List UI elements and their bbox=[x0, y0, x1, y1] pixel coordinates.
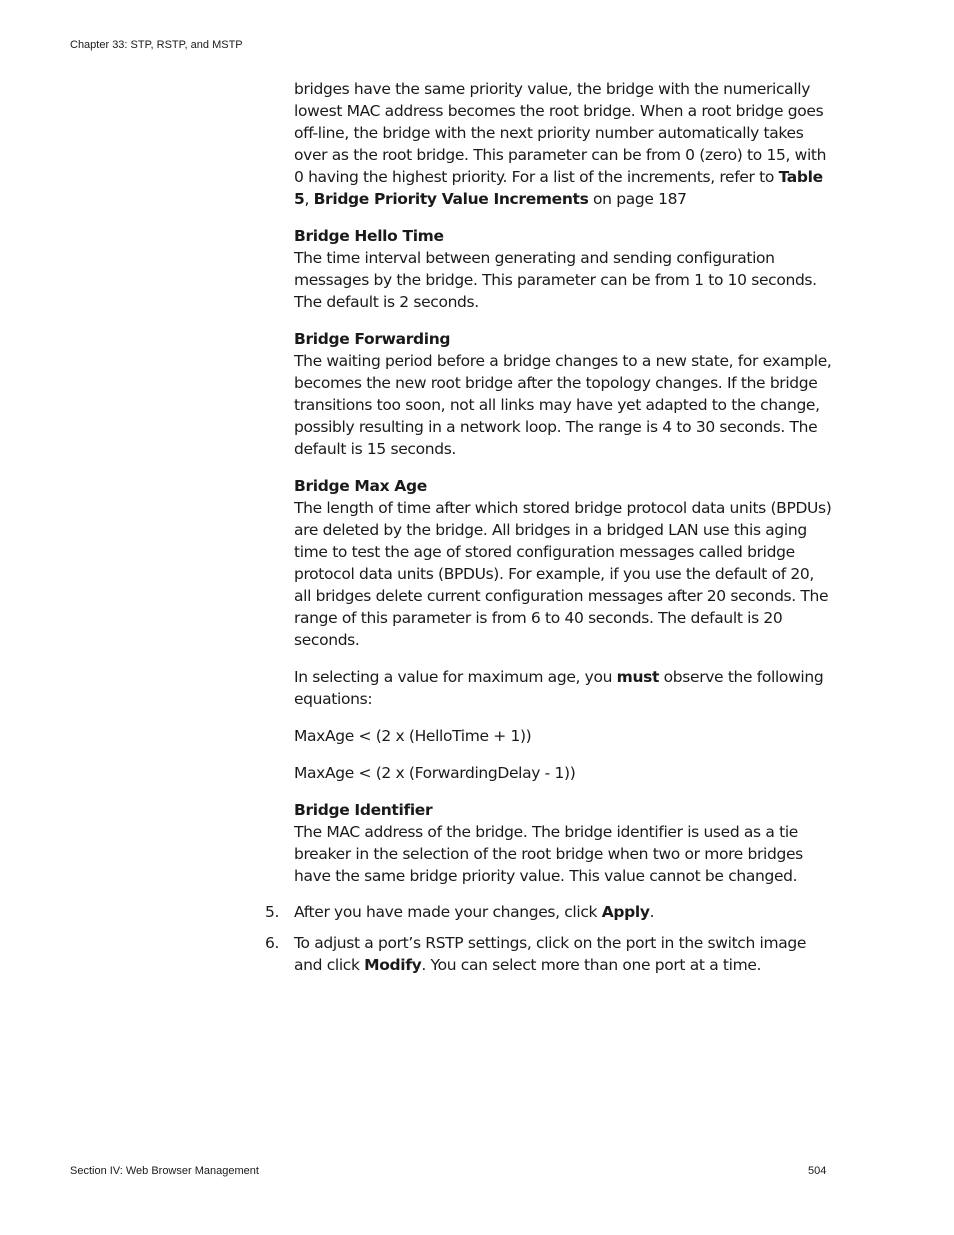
identifier-text: The MAC address of the bridge. The bridge identifier is used as a tie breaker in the selection of the root bridge when two or more bridges have the same bridge priority value. This value cannot be changed. bbox=[294, 823, 803, 885]
max-age-section bbox=[294, 475, 834, 651]
hello-time-text: The time interval between generating and sending configuration messages by the bridge. This parameter can be from 1 to 10 seconds. The default is 2 seconds. bbox=[294, 249, 817, 311]
step-text: After you have made your changes, click bbox=[294, 903, 602, 921]
steps-list bbox=[265, 901, 834, 976]
table-title-ref: Bridge Priority Value Increments bbox=[313, 190, 589, 208]
step-item bbox=[265, 901, 834, 923]
step-text-end: . You can select more than one port at a time. bbox=[421, 956, 762, 974]
footer-page-number: 504 bbox=[808, 1165, 827, 1177]
intro-text: bridges have the same priority value, the bridge with the numerically lowest MAC address becomes the root bridge. When a root bridge goes off-line, the bridge with the next priority number automatically takes over as the root bridge. This parameter can be from 0 (zero) to 15, with 0 having the highest priority. For a list of the increments, refer to bbox=[294, 80, 827, 186]
step-text: To adjust a port’s RSTP settings, click on the port in the switch image and click bbox=[294, 934, 807, 974]
intro-paragraph bbox=[294, 78, 834, 210]
step-text-end: . bbox=[649, 903, 655, 921]
table-ref-separator: , bbox=[304, 190, 314, 208]
forwarding-title: Bridge Forwarding bbox=[294, 330, 451, 348]
equation-forwarding: MaxAge < (2 x (ForwardingDelay - 1)) bbox=[294, 764, 576, 782]
page-ref: on page 187 bbox=[588, 190, 687, 208]
modify-label: Modify bbox=[364, 956, 422, 974]
max-age-text: The length of time after which stored bridge protocol data units (BPDUs) are deleted by the bridge. All bridges in a bridged LAN use this aging time to test the age of stored configuration messages called bridge protocol data units (BPDUs). For example, if you use the default of 20, all bridges delete current configuration messages after 20 seconds. The range of this parameter is from 6 to 40 seconds. The default is 20 seconds. bbox=[294, 499, 832, 649]
hello-time-section bbox=[294, 225, 834, 313]
footer-section: Section IV: Web Browser Management bbox=[70, 1165, 259, 1177]
step-number: 5. bbox=[265, 903, 280, 921]
forwarding-section bbox=[294, 328, 834, 460]
apply-label: Apply bbox=[601, 903, 650, 921]
chapter-header: Chapter 33: STP, RSTP, and MSTP bbox=[70, 39, 243, 51]
identifier-title: Bridge Identifier bbox=[294, 801, 433, 819]
table-ref: Table 5 bbox=[294, 168, 823, 208]
forwarding-text: The waiting period before a bridge changes to a new state, for example, becomes the new root bridge after the topology changes. If the bridge transitions too soon, not all links may have yet adapted to the change, possibly resulting in a network loop. The range is 4 to 30 seconds. The default is 15 seconds. bbox=[294, 352, 832, 458]
selecting-paragraph bbox=[294, 666, 834, 710]
selecting-after: observe the following equations: bbox=[294, 668, 824, 708]
page-body bbox=[265, 78, 834, 985]
selecting-before: In selecting a value for maximum age, you bbox=[294, 668, 617, 686]
selecting-must: must bbox=[616, 668, 660, 686]
equation-hello: MaxAge < (2 x (HelloTime + 1)) bbox=[294, 727, 532, 745]
step-number: 6. bbox=[265, 934, 280, 952]
max-age-title: Bridge Max Age bbox=[294, 477, 427, 495]
identifier-section bbox=[294, 799, 834, 887]
hello-time-title: Bridge Hello Time bbox=[294, 227, 444, 245]
step-item bbox=[265, 932, 834, 976]
